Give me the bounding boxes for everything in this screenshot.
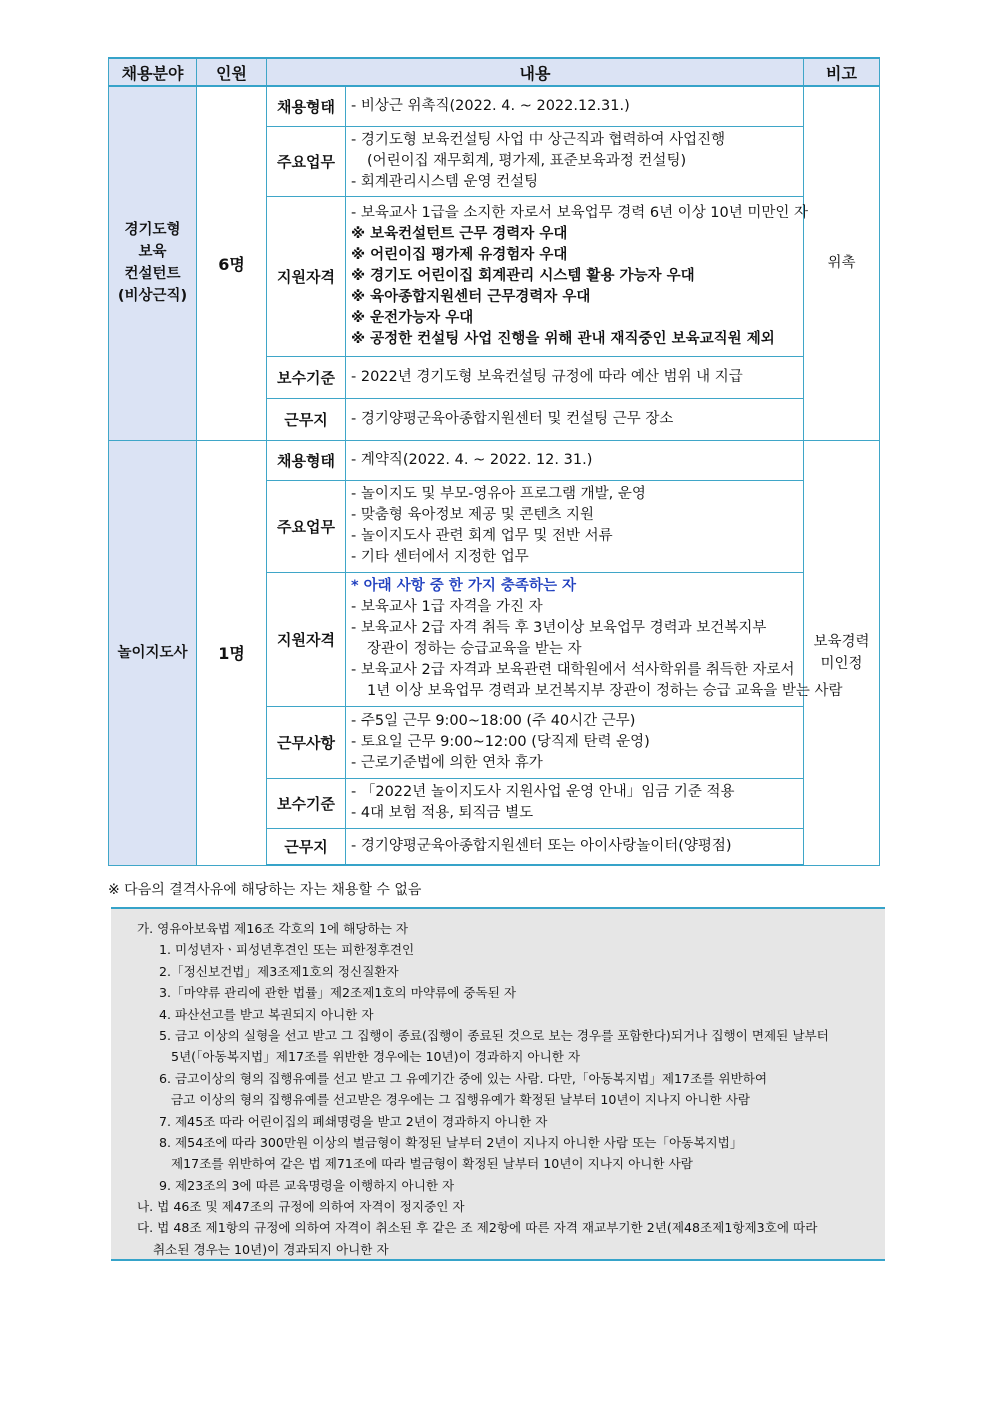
job-note-cell: [804, 440, 880, 865]
content-line: ※ 공정한 컨설팅 사업 진행을 위해 관내 재직중인 보육교직원 제외: [351, 330, 775, 347]
row-content: [346, 196, 809, 356]
content-line: - 4대 보험 적용, 퇴직금 별도: [351, 805, 534, 821]
content-line: 1년 이상 보육업무 경력과 보건복지부 장관이 정하는 승급 교육을 받는 사람: [367, 683, 843, 699]
content-line: - 계약직(2022. 4. ~ 2022. 12. 31.): [351, 451, 593, 468]
row-label: 보수기준: [267, 778, 346, 828]
row-content: [346, 356, 804, 398]
disqualification-item: 4. 파산선고를 받고 복권되지 아니한 자: [159, 1006, 374, 1022]
disqualification-item: 5. 금고 이상의 실형을 선고 받고 그 집행이 종료(집행이 종료된 것으로 보는 경우를 포함한다)되거나 집행이 면제된 날부터: [159, 1027, 829, 1043]
row-label: 근무지: [267, 828, 346, 865]
disqualification-box: [111, 907, 885, 1261]
row-content: [346, 126, 804, 196]
job-count-cell: 1명: [197, 440, 267, 865]
content-line: (어린이집 재무회계, 평가제, 표준보육과정 컨설팅): [367, 152, 687, 169]
disqualification-item: 2.「정신보건법」제3조제1호의 정신질환자: [159, 963, 399, 979]
job-field-line: 놀이지도사: [117, 644, 188, 661]
row-content: [346, 440, 804, 480]
content-line: - 보육교사 1급을 소지한 자로서 보육업무 경력 6년 이상 10년 미만인 자: [351, 204, 809, 221]
row-content: [346, 480, 804, 572]
disqualification-heading: ※ 다음의 결격사유에 해당하는 자는 채용할 수 없음: [108, 882, 422, 898]
header-field: 채용분야: [109, 58, 197, 86]
disqualification-item: 7. 제45조 따라 어린이집의 폐쇄명령을 받고 2년이 경과하지 아니한 자: [159, 1113, 548, 1129]
content-line: - 맞춤형 육아정보 제공 및 콘텐츠 지원: [351, 507, 594, 523]
header-note: 비고: [804, 58, 880, 86]
table-row: [109, 86, 880, 126]
row-label: 지원자격: [267, 196, 346, 356]
disqualification-item: 1. 미성년자ㆍ피성년후견인 또는 피한정후견인: [159, 942, 415, 958]
content-line: - 기타 센터에서 지정한 업무: [351, 549, 529, 565]
disqualification-item: 취소된 경우는 10년)이 경과되지 아니한 자: [153, 1241, 389, 1257]
job-field-line: 보육: [138, 244, 167, 261]
disqualification-item: 8. 제54조에 따라 300만원 이상의 벌금형이 확정된 날부터 2년이 지나지 아니한 사람 또는「아동복지법」: [159, 1134, 743, 1150]
content-line: - 경기양평군육아종합지원센터 또는 아이사랑놀이터(양평점): [351, 837, 732, 854]
row-content: [346, 828, 804, 865]
row-label: 지원자격: [267, 572, 346, 706]
disqualification-item: 3.「마약류 관리에 관한 법률」제2조제1호의 마약류에 중독된 자: [159, 985, 517, 1001]
disqualification-item: 제17조를 위반하여 같은 법 제71조에 따라 벌금형이 확정된 날부터 10년이 지나지 아니한 사람: [171, 1156, 693, 1172]
content-line: - 보육교사 1급 자격을 가진 자: [351, 599, 543, 615]
row-label: 채용형태: [267, 440, 346, 480]
disqualification-item: 9. 제23조의 3에 따른 교육명령을 이행하지 아니한 자: [159, 1177, 455, 1193]
content-line: - 보육교사 2급 자격과 보육관련 대학원에서 석사학위를 취득한 자로서: [351, 662, 795, 678]
header-row: [109, 58, 880, 86]
row-label: 근무지: [267, 398, 346, 440]
row-label: 채용형태: [267, 86, 346, 126]
content-line: 장관이 정하는 승급교육을 받는 자: [367, 641, 582, 657]
content-line: * 아래 사항 중 한 가지 충족하는 자: [351, 578, 577, 594]
disqualification-item: 나. 법 46조 및 제47조의 규정에 의하여 자격이 정지중인 자: [137, 1199, 465, 1215]
job-field-line: 경기도형: [124, 222, 181, 239]
row-label: 근무사항: [267, 706, 346, 778]
job-count-cell: 6명: [197, 86, 267, 440]
row-content: [346, 706, 804, 778]
content-line: - 주5일 근무 9:00~18:00 (주 40시간 근무): [351, 712, 636, 729]
disqualification-item: 가. 영유아보육법 제16조 각호의 1에 해당하는 자: [137, 921, 409, 936]
content-line: - 놀이지도사 관련 회계 업무 및 전반 서류: [351, 528, 613, 544]
content-line: ※ 운전가능자 우대: [351, 309, 474, 326]
job-note-line: 보육경력: [813, 633, 870, 650]
content-line: - 회계관리시스템 운영 컨설팅: [351, 173, 539, 190]
content-line: ※ 어린이집 평가제 유경험자 우대: [351, 246, 568, 263]
content-line: - 경기양평군육아종합지원센터 및 컨설팅 근무 장소: [351, 410, 674, 427]
row-label: 보수기준: [267, 356, 346, 398]
job-field-line: 컨설턴트: [124, 266, 181, 283]
disqualification-item: 6. 금고이상의 형의 집행유예를 선고 받고 그 유예기간 중에 있는 사람. 다만,「아동복지법」제17조를 위반하여: [159, 1070, 768, 1086]
content-line: - 토요일 근무 9:00~12:00 (당직제 탄력 운영): [351, 733, 650, 750]
disqualification-item: 금고 이상의 형의 집행유예를 선고받은 경우에는 그 집행유예가 확정된 날부터 10년이 지나지 아니한 사람: [171, 1092, 751, 1108]
job-field-cell: [109, 440, 197, 865]
content-line: ※ 보육컨설턴트 근무 경력자 우대: [351, 225, 568, 242]
header-content: 내용: [267, 58, 804, 86]
header-count: 인원: [197, 58, 267, 86]
job-note-line: 미인정: [820, 655, 863, 672]
row-label: 주요업무: [267, 480, 346, 572]
content-line: - 놀이지도 및 부모-영유아 프로그램 개발, 운영: [351, 486, 646, 502]
job-field-line: (비상근직): [117, 288, 188, 305]
content-line: - 보육교사 2급 자격 취득 후 3년이상 보육업무 경력과 보건복지부: [351, 620, 767, 636]
job-note-cell: [804, 86, 880, 440]
recruitment-table: [108, 57, 880, 866]
disqualification-item: 다. 법 48조 제1항의 규정에 의하여 자격이 취소된 후 같은 조 제2항에 따른 자격 재교부기한 2년(제48조제1항제3호에 따라: [137, 1220, 818, 1236]
disqualification-item: 5년(「아동복지법」제17조를 위반한 경우에는 10년)이 경과하지 아니한 자: [171, 1049, 581, 1065]
content-line: ※ 경기도 어린이집 회계관리 시스템 활용 가능자 우대: [351, 267, 695, 284]
content-line: - 경기도형 보육컨설팅 사업 中 상근직과 협력하여 사업진행: [351, 131, 726, 148]
content-line: ※ 육아종합지원센터 근무경력자 우대: [351, 288, 591, 305]
job-note-line: 위촉: [827, 255, 856, 272]
row-content: [346, 778, 804, 828]
content-line: - 비상근 위촉직(2022. 4. ~ 2022.12.31.): [351, 97, 630, 114]
row-label: 주요업무: [267, 126, 346, 196]
job-field-cell: [109, 86, 197, 440]
table-row: [109, 440, 880, 480]
content-line: - 「2022년 놀이지도사 지원사업 운영 안내」임금 기준 적용: [351, 784, 735, 800]
row-content: [346, 398, 804, 440]
row-content: [346, 86, 804, 126]
content-line: - 근로기준법에 의한 연차 휴가: [351, 754, 543, 771]
content-line: - 2022년 경기도형 보육컨설팅 규정에 따라 예산 범위 내 지급: [351, 368, 743, 385]
